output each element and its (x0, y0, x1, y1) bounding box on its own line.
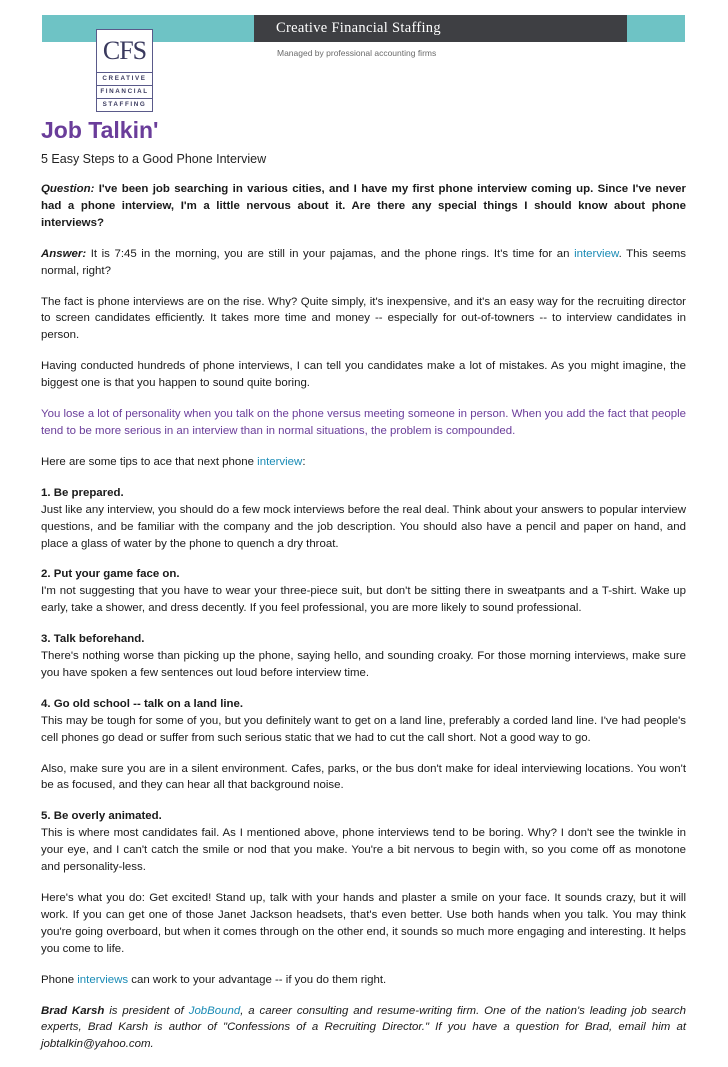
author-name: Brad Karsh (41, 1004, 105, 1017)
tip-4 (41, 696, 686, 747)
answer-paragraph (41, 246, 686, 280)
tip-2 (41, 566, 686, 617)
closing-text-end: can work to your advantage -- if you do them right. (128, 973, 387, 986)
tip-1 (41, 485, 686, 553)
page-title: Job Talkin' (41, 117, 159, 143)
logo-row-creative: CREATIVE (96, 72, 153, 86)
author-bio-text-end: , a career consulting and resume-writing firm. One of the nation's leading job search experts, Brad Karsh is author of "Confessions of a Recruiting Director." If you have a question for Brad, email him at jobtalkin@yahoo.com. (41, 1004, 687, 1051)
article-body (41, 181, 686, 1067)
tip-1-body: Just like any interview, you should do a few mock interviews before the real deal. Think about your answers to popular interview questions, and be familiar with the company and the job description. You should also have a pencil and paper on hand, and place a glass of water by the phone to quench a dry throat. (41, 503, 686, 550)
logo-monogram (96, 29, 153, 72)
tips-interview-link[interactable]: interview (257, 455, 303, 468)
tip-3 (41, 631, 686, 682)
paragraph-rise: The fact is phone interviews are on the rise. Why? Quite simply, it's inexpensive, and it's an easy way for the recruiting director to screen candidates efficiently. It takes more time and money -- especially for out-of-towners -- to interview candidates in person. (41, 295, 686, 342)
banner-band-right (627, 15, 685, 42)
tip-2-title: 2. Put your game face on. (41, 568, 180, 581)
closing-text: Phone (41, 973, 78, 986)
tips-intro-colon: : (302, 455, 306, 468)
cfs-logo (96, 29, 153, 109)
answer-text: It is 7:45 in the morning, you are still in your pajamas, and the phone rings. It's time for an (86, 247, 575, 260)
question-label: Question: (41, 183, 95, 195)
tip-4-body: This may be tough for some of you, but you definitely want to get on a land line, preferably a corded land line. I've had people's cell phones go dead or suffer from such serious static that we had to cut the call short. Not a good way to go. (41, 714, 686, 744)
tip-2-body: I'm not suggesting that you have to wear your three-piece suit, but don't be sitting there in sweatpants and a T-shirt. Wake up early, take a shower, and dress decently. If you feel professional, you are more likely to sound professional. (41, 585, 686, 615)
tip-5-title: 5. Be overly animated. (41, 810, 162, 823)
question-text: I've been job searching in various cities, and I have my first phone interview coming up. Since I've never had a phone interview, I'm a little nervous about it. Are there any special things I should know about phone interviews? (41, 183, 686, 229)
answer-label: Answer: (41, 247, 87, 260)
paragraph-personality: You lose a lot of personality when you talk on the phone versus meeting someone in person. When you add the fact that people tend to be more serious in an interview than in normal situations, the problem is compounded. (41, 408, 686, 437)
tip-5-body: This is where most candidates fail. As I mentioned above, phone interviews tend to be boring. Why? I don't see the twinkle in your eye, and I can't catch the smile or nod that you make. You're a bit nervous to begin with, so you come off as monotone and personality-less. (41, 827, 686, 874)
tip-4-title: 4. Go old school -- talk on a land line. (41, 697, 244, 710)
jobbound-link[interactable]: JobBound (188, 1004, 241, 1017)
question-paragraph (41, 181, 686, 232)
tips-intro (41, 454, 686, 471)
author-bio-text: is president of (104, 1004, 189, 1017)
logo-row-staffing: STAFFING (96, 99, 153, 112)
brand-name: Creative Financial Staffing (254, 15, 627, 42)
interview-link[interactable]: interview (574, 247, 619, 260)
tip-3-title: 3. Talk beforehand. (41, 633, 145, 646)
paragraph-silent: Also, make sure you are in a silent environment. Cafes, parks, or the bus don't make for ideal interviewing locations. You won't be as focused, and they can hear all that background noise. (41, 762, 686, 792)
brand-tagline: Managed by professional accounting firms (277, 48, 437, 58)
paragraph-mistakes: Having conducted hundreds of phone interviews, I can tell you candidates make a lot of mistakes. As you might imagine, the biggest one is that you happen to sound quite boring. (41, 360, 686, 390)
closing-paragraph (41, 972, 686, 989)
tips-intro-text: Here are some tips to ace that next phone (41, 455, 258, 468)
logo-letters: CFS (102, 36, 147, 65)
tip-3-body: There's nothing worse than picking up the phone, saying hello, and sounding croaky. For those morning interviews, make sure you have spoken a few sentences out loud before interview time. (41, 650, 686, 679)
logo-row-financial: FINANCIAL (96, 86, 153, 99)
paragraph-excited: Here's what you do: Get excited! Stand up, talk with your hands and plaster a smile on your face. It sounds crazy, but it will work. If you can get one of those Janet Jackson headsets, that's even better. Use both hands when you talk. You may think you're going overboard, but when it comes through on the other end, it sounds so much more engaging and interesting. It helps you come to life. (41, 892, 686, 955)
answer-text-end: . This seems normal, right? (41, 247, 687, 277)
author-bio (41, 1003, 686, 1054)
interviews-link[interactable]: interviews (77, 973, 129, 986)
page-subtitle: 5 Easy Steps to a Good Phone Interview (41, 152, 267, 166)
tip-1-title: 1. Be prepared. (41, 486, 124, 499)
tip-5 (41, 808, 686, 876)
